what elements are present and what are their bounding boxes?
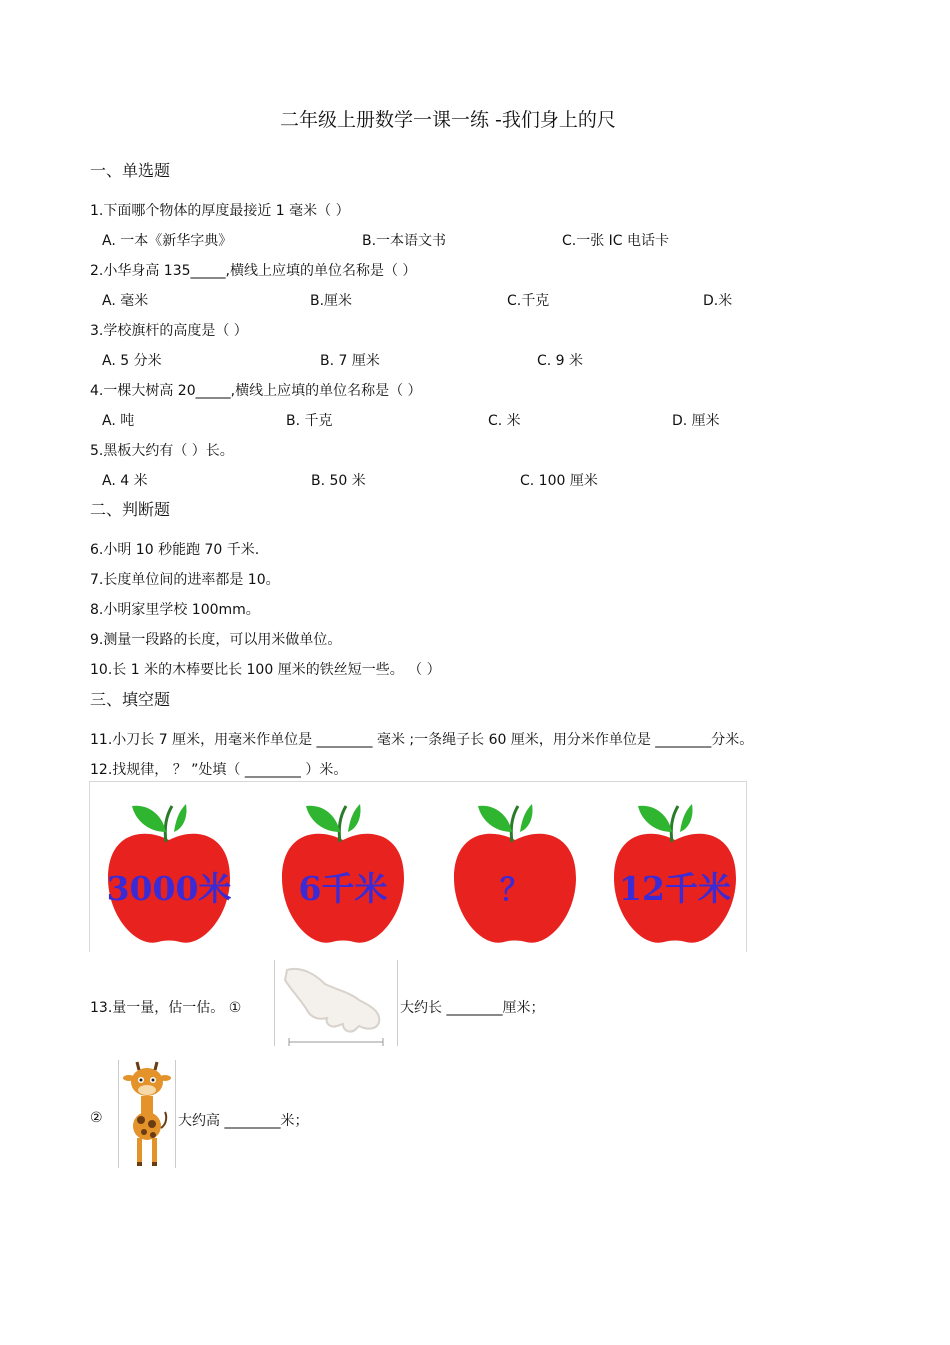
question-3-option-c: C. 9 米 — [537, 353, 584, 369]
question-5-stem: 5.黑板大约有（ ）长。 — [90, 443, 234, 459]
hand-span-image — [274, 960, 398, 1046]
question-4-option-b: B. 千克 — [286, 413, 333, 429]
question-9: 9.测量一段路的长度，可以用米做单位。 — [90, 632, 342, 648]
question-2-option-b: B.厘米 — [310, 293, 353, 309]
question-13-part-1: 大约长 ________厘米； — [400, 1000, 545, 1016]
section-heading-single-choice: 一、单选题 — [90, 161, 171, 180]
apple-3 — [448, 798, 582, 948]
apple-3-label: ？ — [500, 873, 530, 908]
question-2-option-c: C.千克 — [507, 293, 550, 309]
question-13-mark-2: ② — [90, 1110, 103, 1126]
apple-1-label: 3000米 — [106, 869, 232, 908]
question-5-option-b: B. 50 米 — [311, 473, 366, 489]
question-3-option-a: A. 5 分米 — [102, 353, 162, 369]
question-8: 8.小明家里学校 100mm。 — [90, 602, 260, 618]
apple-2 — [276, 798, 410, 948]
question-13-intro: 13.量一量，估一估。 ① — [90, 1000, 242, 1016]
section-heading-true-false: 二、判断题 — [90, 500, 171, 519]
question-4-option-d: D. 厘米 — [672, 413, 720, 429]
question-6: 6.小明 10 秒能跑 70 千米. — [90, 542, 260, 558]
question-1-option-c: C.一张 IC 电话卡 — [562, 233, 670, 249]
question-7: 7.长度单位间的进率都是 10。 — [90, 572, 280, 588]
question-3-option-b: B. 7 厘米 — [320, 353, 380, 369]
apple-4-label: 12千米 — [619, 869, 731, 908]
question-10: 10.长 1 米的木棒要比长 100 厘米的铁丝短一些。 （ ） — [90, 662, 441, 678]
question-5-option-a: A. 4 米 — [102, 473, 148, 489]
hand-icon — [275, 960, 397, 1046]
question-11: 11.小刀长 7 厘米，用毫米作单位是 ________ 毫米 ;一条绳子长 60 厘米，用分米作单位是 ________分米。 — [90, 732, 754, 748]
page-title: 二年级上册数学一课一练 -我们身上的尺 — [280, 109, 616, 131]
apple-1 — [102, 798, 236, 948]
question-2-option-a: A. 毫米 — [102, 293, 149, 309]
question-2-option-d: D.米 — [703, 293, 733, 309]
question-1-stem: 1.下面哪个物体的厚度最接近 1 毫米（ ） — [90, 203, 350, 219]
question-5-option-c: C. 100 厘米 — [520, 473, 598, 489]
question-12: 12.找规律， ？ ”处填（ ________ ）米。 — [90, 762, 348, 778]
question-4-option-a: A. 吨 — [102, 413, 135, 429]
apple-4 — [608, 798, 742, 948]
question-3-stem: 3.学校旗杆的高度是（ ） — [90, 323, 248, 339]
apple-2-label: 6千米 — [298, 869, 388, 908]
section-heading-fill-blank: 三、填空题 — [90, 690, 171, 709]
question-4-option-c: C. 米 — [488, 413, 521, 429]
apple-pattern-image — [89, 781, 747, 952]
giraffe-image — [118, 1060, 176, 1168]
question-13-part-2: 大约高 ________米； — [178, 1113, 309, 1129]
question-4-stem: 4.一棵大树高 20_____,横线上应填的单位名称是（ ） — [90, 383, 422, 399]
question-1-option-b: B.一本语文书 — [362, 233, 447, 249]
giraffe-icon — [119, 1060, 175, 1168]
question-1-option-a: A. 一本《新华字典》 — [102, 233, 233, 249]
question-2-stem: 2.小华身高 135_____,横线上应填的单位名称是（ ） — [90, 263, 417, 279]
